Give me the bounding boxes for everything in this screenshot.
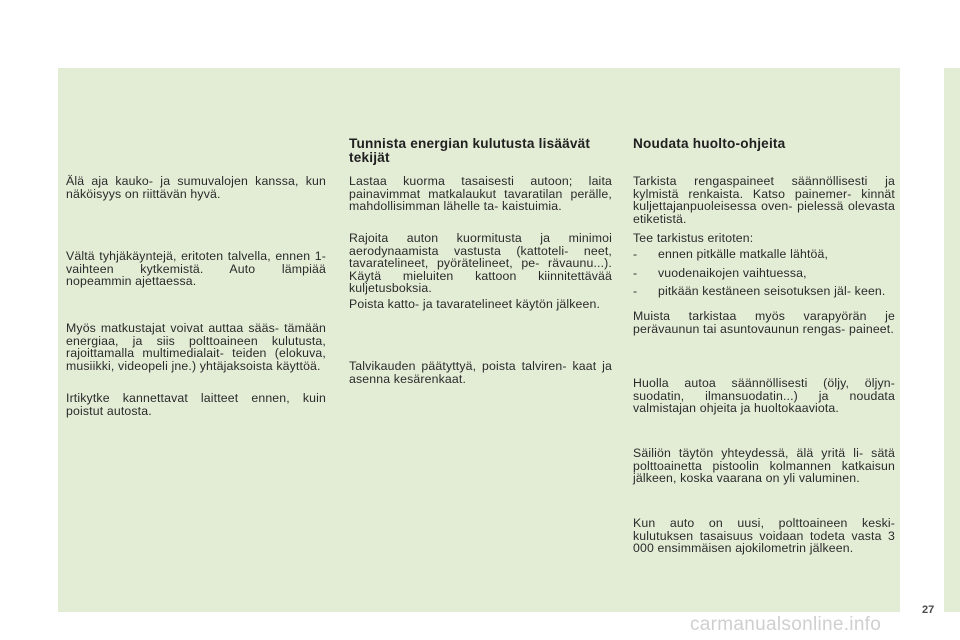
- paragraph-aerodynamics: Rajoita auton kuormitusta ja minimoi aerodynaamista vastusta (kattoteli- neet, tavaratelineet, pyörätelineet, pe- rävaunu...). Käytä mieluiten kattoon kiinnitettävää kuljetusboksia.: [349, 231, 612, 296]
- page-number: 27: [922, 604, 935, 616]
- paragraph-new-car: Kun auto on uusi, polttoaineen keski- kulutuksen tasaisuus voidaan todeta vasta 3 000 ensimmäisen ajokilometrin jälkeen.: [633, 516, 895, 556]
- paragraph-tyre-pressure: Tarkista rengaspaineet säännöllisesti ja kylmistä renkaista. Katso painemer- kinnät kuljettajanpuoleisessa oven- pielessä olevasta etiketistä.: [633, 174, 895, 226]
- paragraph-winter-tyres: Talvikauden päätyttyä, poista talviren- kaat ja asenna kesärenkaat.: [349, 359, 612, 386]
- paragraph-multimedia: Myös matkustajat voivat auttaa sääs- tämään energiaa, ja siis polttoaineen kulutusta, rajoittamalla multimedialait- teiden (elokuva, musiikki, videopeli jne.) yhtäjaksoista käyttöä.: [66, 321, 326, 373]
- paragraph-refuel: Säiliön täytön yhteydessä, älä yritä li- sätä polttoainetta pistoolin kolmannen katkaisun jälkeen, koska vaarana on yli valuminen.: [633, 446, 895, 486]
- list-item: - vuodenaikojen vaihtuessa,: [633, 267, 895, 280]
- list-item: - ennen pitkälle matkalle lähtöä,: [633, 248, 895, 261]
- side-tab: [944, 68, 960, 612]
- paragraph-spare-wheel: Muista tarkistaa myös varapyörän je perävaunun tai asuntovaunun rengas- paineet.: [633, 309, 895, 336]
- paragraph-idling: Vältä tyhjäkäyntejä, eritoten talvella, ennen 1-vaihteen kytkemistä. Auto lämpiää nopeammin ajettaessa.: [66, 249, 326, 289]
- paragraph-devices: Irtikytke kannettavat laitteet ennen, kuin poistut autosta.: [66, 391, 326, 418]
- paragraph-check-lead: Tee tarkistus eritoten:: [633, 231, 754, 245]
- paragraph-racks: Poista katto- ja tavaratelineet käytön jälkeen.: [349, 297, 601, 311]
- list-item: - pitkään kestäneen seisotuksen jäl- keen.: [633, 285, 895, 298]
- paragraph-service: Huolla autoa säännöllisesti (öljy, öljyn- suodatin, ilmansuodatin...) ja noudata valmistajan ohjeita ja huoltokaaviota.: [633, 376, 895, 416]
- watermark: carmanualsonline.info: [690, 614, 882, 635]
- paragraph-load: Lastaa kuorma tasaisesti autoon; laita painavimmat matkalaukut tavaratilan perälle, mahdollisimman lähelle ta- kaistuimia.: [349, 174, 612, 214]
- heading-maintenance: Noudata huolto-ohjeita: [633, 136, 786, 151]
- check-list: [633, 248, 895, 304]
- paragraph-lights: Älä aja kauko- ja sumuvalojen kanssa, kun näköisyys on riittävän hyvä.: [66, 174, 326, 201]
- heading-energy-factors: Tunnista energian kulutusta lisäävät tekijät: [349, 136, 591, 165]
